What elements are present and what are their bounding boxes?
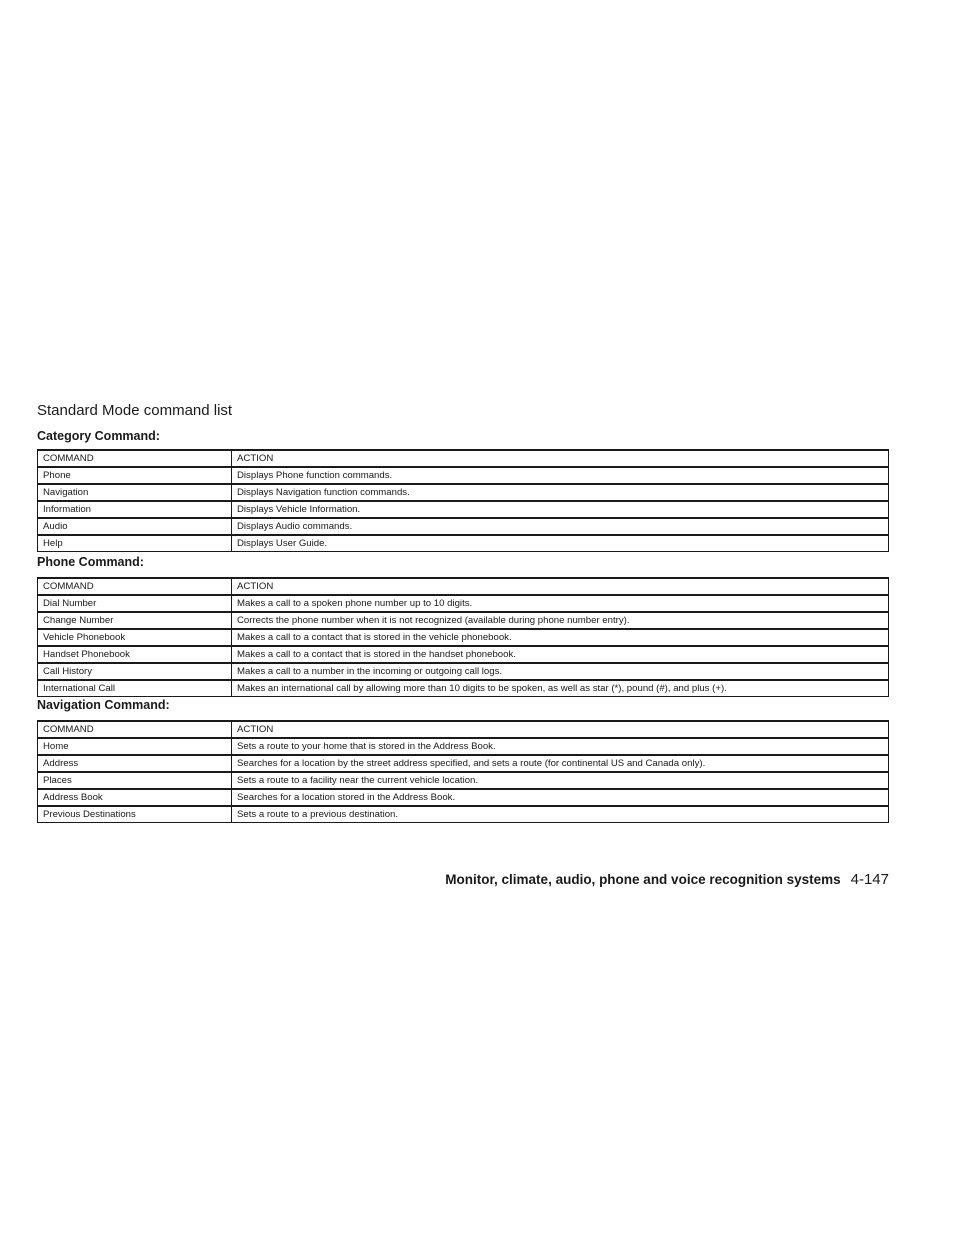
- command-cell: Address: [38, 755, 232, 772]
- action-cell: Corrects the phone number when it is not recognized (available during phone number entry).: [232, 612, 889, 629]
- action-cell: Sets a route to your home that is stored in the Address Book.: [232, 738, 889, 755]
- footer-page-number: 4-147: [850, 871, 889, 888]
- action-cell: Displays Vehicle Information.: [232, 501, 889, 518]
- table-row: [38, 755, 889, 772]
- action-cell: Makes a call to a contact that is stored in the handset phonebook.: [232, 646, 889, 663]
- action-cell: Sets a route to a previous destination.: [232, 806, 889, 823]
- command-cell: Information: [38, 501, 232, 518]
- action-cell: Searches for a location stored in the Address Book.: [232, 789, 889, 806]
- column-header-command: COMMAND: [38, 721, 232, 738]
- command-cell: Vehicle Phonebook: [38, 629, 232, 646]
- command-cell: Home: [38, 738, 232, 755]
- command-cell: Handset Phonebook: [38, 646, 232, 663]
- column-header-command: COMMAND: [38, 578, 232, 595]
- table-row: [38, 518, 889, 535]
- table-row: [38, 501, 889, 518]
- command-cell: Phone: [38, 467, 232, 484]
- command-cell: Call History: [38, 663, 232, 680]
- command-cell: Audio: [38, 518, 232, 535]
- command-cell: Change Number: [38, 612, 232, 629]
- column-header-action: ACTION: [232, 578, 889, 595]
- table-row: [38, 663, 889, 680]
- page-footer: [445, 871, 889, 889]
- table-row: [38, 772, 889, 789]
- table-row: [38, 738, 889, 755]
- command-cell: Places: [38, 772, 232, 789]
- page-title: Standard Mode command list: [37, 402, 233, 419]
- section-heading-navigation: Navigation Command:: [37, 698, 170, 712]
- action-cell: Displays Audio commands.: [232, 518, 889, 535]
- table-row: [38, 646, 889, 663]
- table-row: [38, 467, 889, 484]
- command-cell: Previous Destinations: [38, 806, 232, 823]
- column-header-action: ACTION: [232, 450, 889, 467]
- category-command-table: [37, 449, 889, 552]
- column-header-command: COMMAND: [38, 450, 232, 467]
- footer-chapter-title: Monitor, climate, audio, phone and voice recognition systems: [445, 872, 841, 887]
- table-row: [38, 806, 889, 823]
- table-header-row: [38, 450, 889, 467]
- action-cell: Makes a call to a number in the incoming or outgoing call logs.: [232, 663, 889, 680]
- table-row: [38, 789, 889, 806]
- action-cell: Displays Phone function commands.: [232, 467, 889, 484]
- table-row: [38, 484, 889, 501]
- action-cell: Displays Navigation function commands.: [232, 484, 889, 501]
- action-cell: Displays User Guide.: [232, 535, 889, 552]
- navigation-command-table: [37, 720, 889, 823]
- action-cell: Makes a call to a spoken phone number up to 10 digits.: [232, 595, 889, 612]
- table-row: [38, 680, 889, 697]
- command-cell: Navigation: [38, 484, 232, 501]
- section-heading-phone: Phone Command:: [37, 555, 144, 569]
- action-cell: Searches for a location by the street address specified, and sets a route (for continental US and Canada only).: [232, 755, 889, 772]
- action-cell: Makes a call to a contact that is stored in the vehicle phonebook.: [232, 629, 889, 646]
- action-cell: Sets a route to a facility near the current vehicle location.: [232, 772, 889, 789]
- command-cell: Address Book: [38, 789, 232, 806]
- command-cell: Help: [38, 535, 232, 552]
- table-row: [38, 612, 889, 629]
- section-heading-category: Category Command:: [37, 429, 160, 443]
- command-cell: Dial Number: [38, 595, 232, 612]
- table-header-row: [38, 578, 889, 595]
- column-header-action: ACTION: [232, 721, 889, 738]
- phone-command-table: [37, 577, 889, 697]
- command-cell: International Call: [38, 680, 232, 697]
- table-row: [38, 535, 889, 552]
- action-cell: Makes an international call by allowing more than 10 digits to be spoken, as well as star (*), pound (#), and plus (+).: [232, 680, 889, 697]
- table-row: [38, 595, 889, 612]
- table-header-row: [38, 721, 889, 738]
- table-row: [38, 629, 889, 646]
